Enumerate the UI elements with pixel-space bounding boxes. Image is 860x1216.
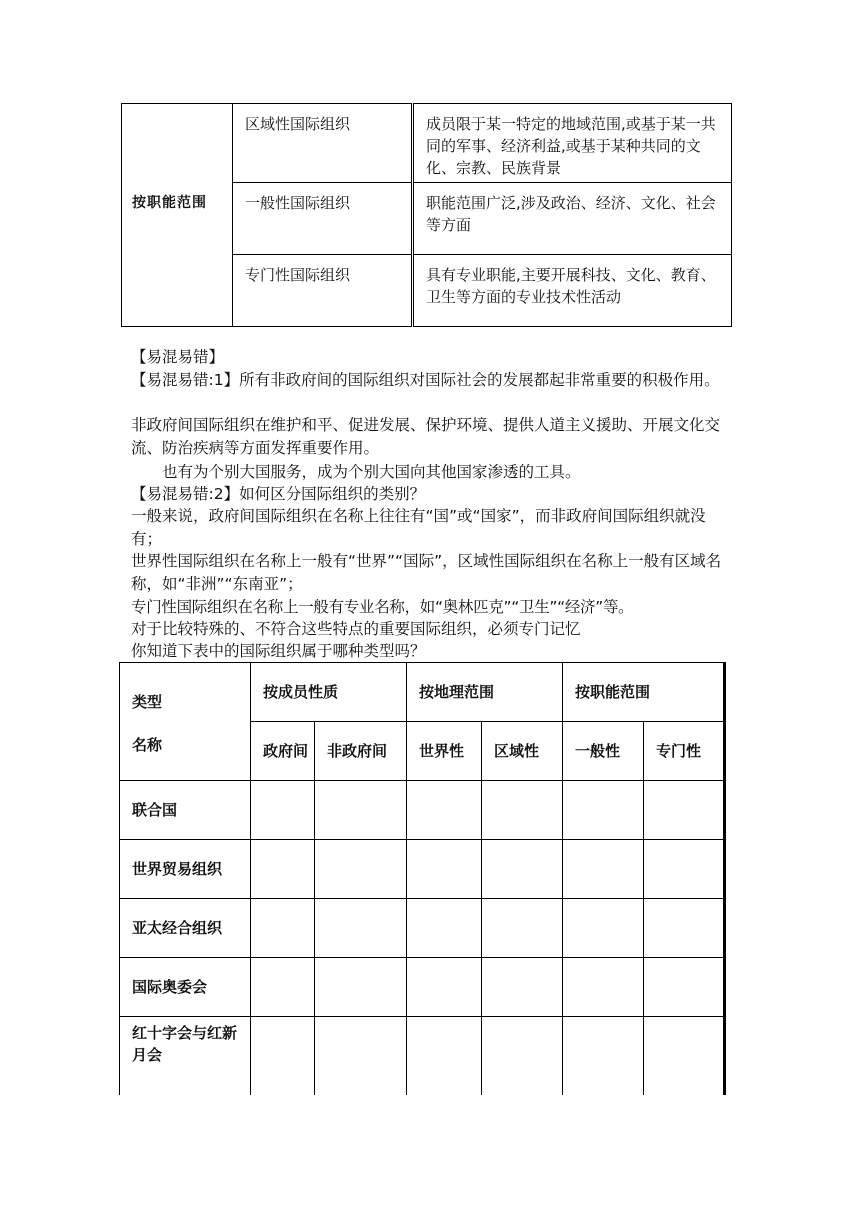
group-header: 按成员性质 bbox=[251, 663, 407, 722]
sub-header: 专门性 bbox=[644, 722, 725, 781]
paragraph: 非政府间国际组织在维护和平、促进发展、保护环境、提供人道主义援助、开展文化交流、防治疾病等方面发挥重要作用。 bbox=[131, 416, 721, 457]
answer-cell[interactable] bbox=[251, 899, 315, 958]
table-cell: 成员限于某一特定的地域范围,或基于某一共同的军事、经济利益,或基于某种共同的文化、宗教、民族背景 bbox=[413, 104, 732, 183]
answer-cell[interactable] bbox=[482, 958, 563, 1017]
table-row bbox=[120, 781, 725, 840]
category-label: 按职能范围 bbox=[122, 183, 233, 255]
exercise-table bbox=[119, 662, 726, 1095]
answer-cell[interactable] bbox=[644, 899, 725, 958]
table-row bbox=[122, 255, 732, 327]
table-header-row bbox=[120, 663, 725, 722]
answer-cell[interactable] bbox=[407, 840, 482, 899]
answer-cell[interactable] bbox=[251, 840, 315, 899]
corner-header bbox=[120, 663, 251, 781]
paragraph: 你知道下表中的国际组织属于哪种类型吗？ bbox=[131, 642, 426, 660]
corner-type-label: 类型 bbox=[132, 693, 163, 711]
answer-cell[interactable] bbox=[482, 899, 563, 958]
table-cell bbox=[122, 255, 233, 327]
answer-cell[interactable] bbox=[563, 899, 644, 958]
table-cell bbox=[122, 104, 233, 183]
sub-header: 政府间 bbox=[251, 722, 315, 781]
table-row bbox=[122, 104, 732, 183]
paragraph: 专门性国际组织在名称上一般有专业名称，如“奥林匹克”“卫生”“经济”等。 bbox=[131, 598, 634, 616]
paragraph: 也有为个别大国服务，成为个别大国向其他国家渗透的工具。 bbox=[162, 463, 581, 481]
answer-cell[interactable] bbox=[644, 958, 725, 1017]
org-name: 红十字会与红新月会 bbox=[120, 1017, 251, 1096]
answer-cell[interactable] bbox=[251, 781, 315, 840]
answer-cell[interactable] bbox=[644, 840, 725, 899]
answer-cell[interactable] bbox=[563, 840, 644, 899]
answer-cell[interactable] bbox=[407, 1017, 482, 1096]
sub-header: 区域性 bbox=[482, 722, 563, 781]
table-cell: 职能范围广泛,涉及政治、经济、文化、社会等方面 bbox=[413, 183, 732, 255]
group-header: 按职能范围 bbox=[563, 663, 725, 722]
paragraph: 【易混易错:2】如何区分国际组织的类别？ bbox=[131, 485, 426, 503]
answer-cell[interactable] bbox=[482, 781, 563, 840]
org-name: 亚太经合组织 bbox=[120, 899, 251, 958]
answer-cell[interactable] bbox=[315, 781, 407, 840]
section-heading: 【易混易错】 bbox=[131, 348, 225, 366]
table-cell: 一般性国际组织 bbox=[233, 183, 413, 255]
answer-cell[interactable] bbox=[251, 958, 315, 1017]
table-cell: 区域性国际组织 bbox=[233, 104, 413, 183]
sub-header: 非政府间 bbox=[315, 722, 407, 781]
org-name: 世界贸易组织 bbox=[120, 840, 251, 899]
answer-cell[interactable] bbox=[563, 781, 644, 840]
answer-cell[interactable] bbox=[644, 1017, 725, 1096]
table-row bbox=[120, 899, 725, 958]
table-row bbox=[120, 840, 725, 899]
classification-table bbox=[121, 103, 732, 327]
answer-cell[interactable] bbox=[407, 958, 482, 1017]
answer-cell[interactable] bbox=[482, 840, 563, 899]
answer-cell[interactable] bbox=[251, 1017, 315, 1096]
answer-cell[interactable] bbox=[315, 1017, 407, 1096]
answer-cell[interactable] bbox=[407, 781, 482, 840]
group-header: 按地理范围 bbox=[407, 663, 563, 722]
org-name: 联合国 bbox=[120, 781, 251, 840]
answer-cell[interactable] bbox=[407, 899, 482, 958]
table-row bbox=[120, 1017, 725, 1096]
table-cell: 专门性国际组织 bbox=[233, 255, 413, 327]
answer-cell[interactable] bbox=[563, 1017, 644, 1096]
paragraph: 对于比较特殊的、不符合这些特点的重要国际组织，必须专门记忆 bbox=[131, 620, 581, 638]
corner-name-label: 名称 bbox=[132, 736, 163, 754]
answer-cell[interactable] bbox=[315, 958, 407, 1017]
table-row bbox=[122, 183, 732, 255]
answer-cell[interactable] bbox=[644, 781, 725, 840]
sub-header: 一般性 bbox=[563, 722, 644, 781]
org-name: 国际奥委会 bbox=[120, 958, 251, 1017]
answer-cell[interactable] bbox=[315, 899, 407, 958]
paragraph: 世界性国际组织在名称上一般有“世界”“国际”，区域性国际组织在名称上一般有区域名称，如“非洲”“东南亚”； bbox=[131, 552, 722, 593]
answer-cell[interactable] bbox=[482, 1017, 563, 1096]
paragraph: 一般来说，政府间国际组织在名称上往往有“国”或“国家”，而非政府间国际组织就没有； bbox=[131, 507, 706, 548]
answer-cell[interactable] bbox=[563, 958, 644, 1017]
answer-cell[interactable] bbox=[315, 840, 407, 899]
paragraph: 【易混易错:1】所有非政府间的国际组织对国际社会的发展都起非常重要的积极作用。 bbox=[131, 371, 720, 389]
table-cell: 具有专业职能,主要开展科技、文化、教育、卫生等方面的专业技术性活动 bbox=[413, 255, 732, 327]
sub-header: 世界性 bbox=[407, 722, 482, 781]
table-row bbox=[120, 958, 725, 1017]
